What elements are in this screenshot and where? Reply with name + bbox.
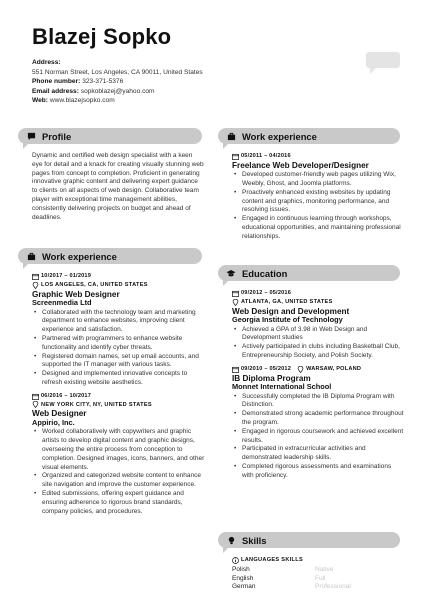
language-row [232,575,404,584]
education-degree: IB Diploma Program [232,373,311,383]
education-dates-text: 09/2012 – 05/2016 [241,290,292,296]
education-dates-text: 09/2010 – 05/2012 [241,365,292,372]
briefcase-icon [226,131,236,141]
language-name: German [232,583,256,591]
job-dates-text: 10/2017 – 01/2019 [41,273,92,279]
calendar-icon [232,153,239,160]
calendar-icon [32,273,39,280]
job-bullets [232,171,404,241]
list-item: • Collaborated with the technology team and marketing department to enhance websites, improving client experience and satisfaction. [32,309,208,335]
work-left-list [32,268,208,516]
list-item: • Proactively enhanced existing websites by updating content and graphics, monitoring performance, and resolving issues. [232,189,404,215]
address-value: 551 Norman Street, Los Angeles, CA 90011, United States [32,68,203,76]
job-entry [32,392,208,517]
web-value: www.blazejsopko.com [49,97,115,105]
education-list [232,285,404,481]
contact-block [32,58,222,106]
education-bullets [232,326,404,361]
job-dates-text: 05/2011 – 04/2016 [241,153,291,159]
briefcase-icon [26,251,36,261]
education-entry [232,289,404,361]
list-item: • Registered domain names, set up email accounts, and supported the IT manager with various tasks. [32,353,208,371]
education-header [218,265,400,281]
education-dates [232,365,404,374]
address-label: Address: [32,59,61,66]
calendar-icon [32,393,39,400]
education-bullets [232,393,404,481]
language-level: Full [315,574,326,582]
phone-value: 323-371-5376 [82,78,124,86]
job-company: Screenmedia Ltd [32,298,92,307]
job-bullets [32,428,208,516]
profile-title: Profile [42,130,72,142]
job-title: Graphic Web Designer [32,289,120,299]
list-item: • Actively participated in clubs including Basketball Club, Entrepreneurship Society, and Polish Society. [232,343,404,361]
job-location-text: NEW YORK CITY, NY, UNITED STATES [41,401,152,408]
calendar-icon [232,290,239,297]
work-experience-header-left [18,248,202,264]
skills-title: Skills [242,534,267,546]
profile-text: Dynamic and certified web design specialist with a keen eye for detail and a knack for creating visually stunning web pages from concept to completion. Proficient in generating innovative graphic content and delivering expert guidance to clients on all aspects of web design. Collaborative team player with exceptional time management abilities, consistently delivering projects on budget and ahead of deadlines. [32,152,204,221]
job-dates [32,272,208,281]
work-experience-header-right [218,128,400,144]
language-row [232,583,404,592]
work-experience-title-left: Work experience [42,250,117,262]
list-item: • Designed and implemented innovative concepts to refresh existing website aesthetics. [32,370,208,388]
profile-header [18,128,202,144]
job-bullets [32,309,208,388]
job-dates [232,152,404,161]
languages-label-text: LANGUAGES SKILLS [241,557,303,563]
education-school: Monnet International School [232,381,332,391]
job-location-text: LOS ANGELES, CA, UNITED STATES [41,281,148,288]
lightbulb-icon [226,535,236,545]
email-value: sopkoblazej@yahoo.com [80,87,155,95]
job-dates [32,392,208,401]
speech-bubble-decoration [366,52,400,68]
language-level: Native [315,565,334,573]
job-entry [32,272,208,388]
education-location-text: WARSAW, POLAND [306,365,362,372]
education-entry [232,365,404,481]
graduation-cap-icon [226,268,236,278]
web-label: Web: [32,97,48,105]
work-right-list [232,148,404,242]
education-location-text: ATLANTA, GA, UNITED STATES [241,298,333,305]
job-title: Freelance Web Developer/Designer [232,160,369,170]
skills-list [232,552,404,592]
education-title: Education [242,267,288,279]
list-item: • Edited submissions, offering expert guidance and ensuring adherence to rigorous brand standards, company policies, and procedures. [32,490,208,516]
list-item: • Developed customer-friendly web pages utilizing Wix, Weebly, Ghost, and Joomla platforms. [232,171,404,189]
info-icon [232,557,239,564]
work-experience-title-right: Work experience [242,130,317,142]
list-item: • Participated in extracurricular activities and demonstrated leadership skills. [232,445,404,463]
job-title: Web Designer [32,409,87,419]
list-item: • Completed rigorous assessments and examinations with proficiency. [232,463,404,481]
location-pin-icon [232,299,239,306]
job-location [32,401,208,410]
list-item: • Achieved a GPA of 3.98 in Web Design and Development studies [232,326,404,344]
email-label: Email address: [32,87,79,95]
language-row [232,566,404,575]
location-pin-icon [297,366,304,373]
location-pin-icon [32,282,39,289]
education-location [232,298,404,307]
list-item: • Worked collaboratively with copywriters and graphic artists to develop digital content and graphic designs, overseeing the entire process from conception to completion. Designed images, icons, banners, and other visual elements. [32,428,208,472]
education-school: Georgia Institute of Technology [232,315,343,324]
location-pin-icon [32,401,39,408]
job-company: Appirio, Inc. [32,417,75,427]
list-item: • Organized and categorized website content to enhance site navigation and improve the customer experience. [32,472,208,490]
job-dates-text: 06/2016 – 10/2017 [41,392,92,399]
calendar-icon [232,366,239,373]
list-item: • Demonstrated strong academic performance throughout the program. [232,410,404,428]
education-dates [232,289,404,298]
language-name: English [232,574,254,582]
language-level: Professional [315,583,351,591]
education-degree: Web Design and Development [232,306,350,316]
list-item: • Successfully completed the IB Diploma Program with Distinction. [232,393,404,411]
skills-header [218,532,400,548]
list-item: • Engaged in rigorous coursework and achieved excellent results. [232,428,404,446]
job-location [32,281,208,290]
resume-name: Blazej Sopko [32,24,172,49]
list-item: • Partnered with programmers to enhance website functionality and identify cyber threats. [32,335,208,353]
speech-bubble-icon [26,131,36,141]
phone-label: Phone number: [32,78,81,86]
language-name: Polish [232,565,250,573]
list-item: • Engaged in continuous learning through workshops, educational opportunities, and maintaining professional relationships. [232,215,404,241]
languages-label [232,556,404,565]
